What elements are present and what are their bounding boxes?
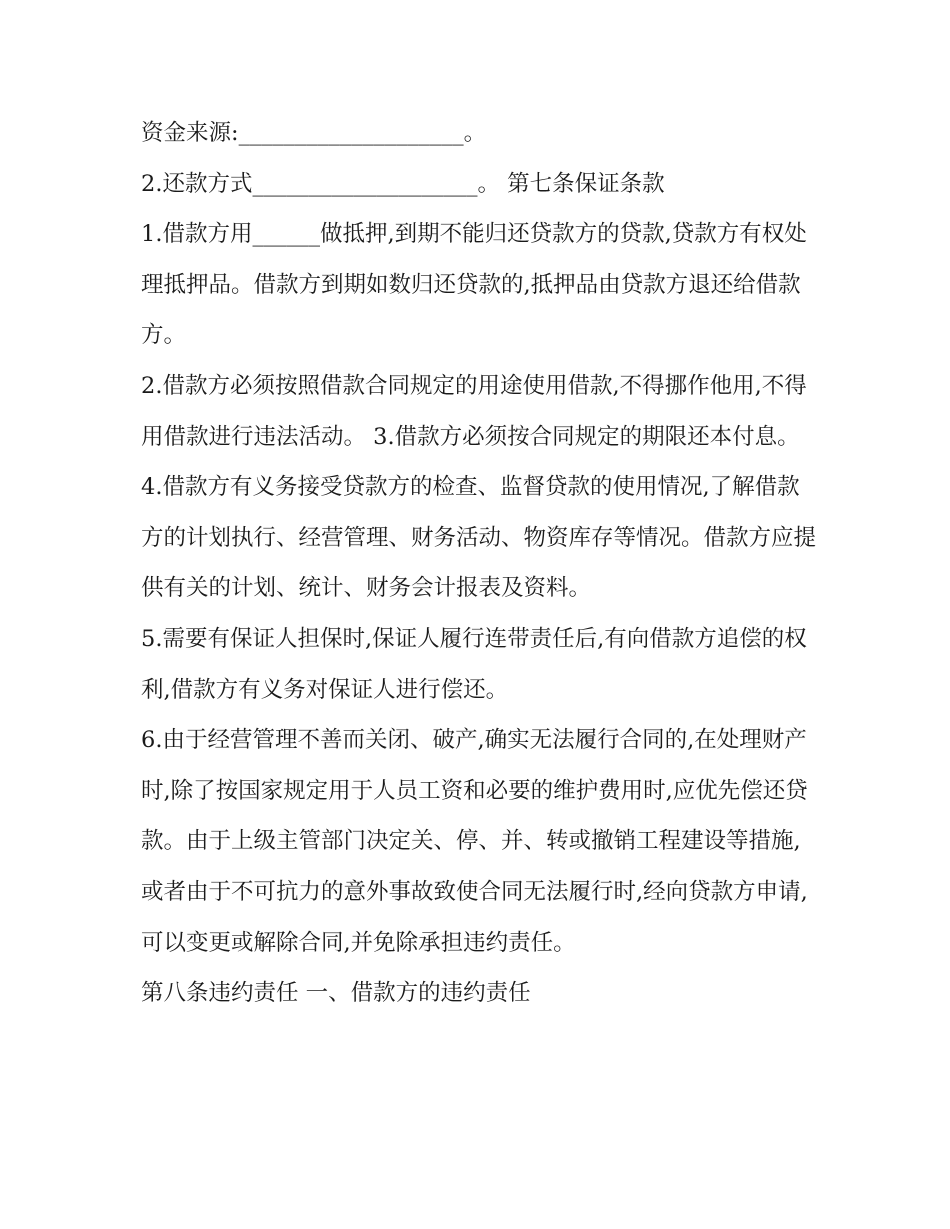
paragraph-guarantor: 5.需要有保证人担保时,保证人履行连带责任后,有向借款方追偿的权利,借款方有义务对保证人进行偿还。 (141, 625, 807, 703)
paragraph-funding-source: 资金来源:____________________。 (141, 120, 487, 146)
paragraph-bankruptcy: 6.由于经营管理不善而关闭、破产,确实无法履行合同的,在处理财产时,除了按国家规定用于人员工资和必要的维护费用时,应优先偿还贷款。由于上级主管部门决定关、停、并、转或撤销工程建设等措施,或者由于不可抗力的意外事故致使合同无法履行时,经向贷款方申请,可以变更或解除合同,并免除承担违约责任。 (141, 727, 808, 956)
section-heading-breach: 第八条违约责任 一、借款方的违约责任 (141, 980, 531, 1007)
paragraph-collateral: 1.借款方用______做抵押,到期不能归还贷款方的贷款,贷款方有权处理抵押品。借款方到期如数归还贷款的,抵押品由贷款方退还给借款方。 (141, 221, 807, 349)
paragraph-loan-usage: 2.借款方必须按照借款合同规定的用途使用借款,不得挪作他用,不得用借款进行违法活动。 3.借款方必须按合同规定的期限还本付息。 (141, 372, 807, 450)
paragraph-repayment-method: 2.还款方式____________________。 第七条保证条款 (141, 170, 665, 197)
paragraph-inspection: 4.借款方有义务接受贷款方的检查、监督贷款的使用情况,了解借款方的计划执行、经营管理、财务活动、物资库存等情况。借款方应提供有关的计划、统计、财务会计报表及资料。 (141, 474, 817, 602)
document-body (141, 108, 821, 1019)
